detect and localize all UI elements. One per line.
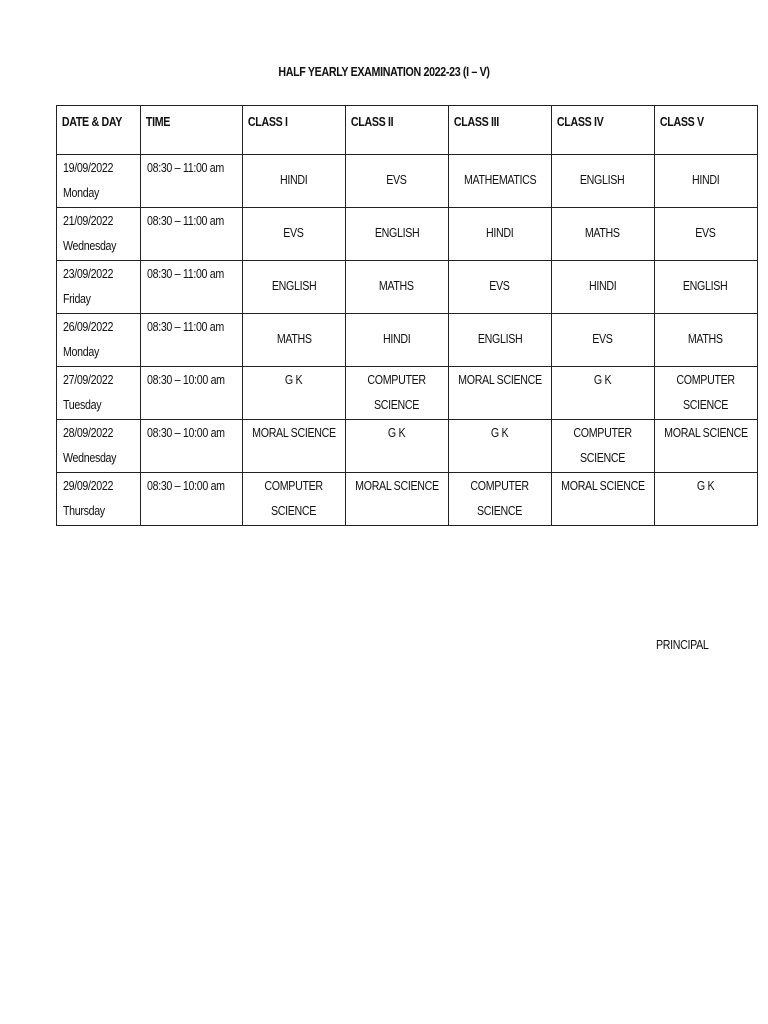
subject-cell-class-1 <box>242 420 345 473</box>
subject-text: SCIENCE <box>580 450 626 465</box>
subject-text: MORAL SCIENCE <box>663 425 748 440</box>
subject-text: SCIENCE <box>271 503 317 518</box>
subject-cell-class-4 <box>551 367 654 420</box>
subject-cell-class-2 <box>345 261 448 314</box>
header-class-2: CLASS II <box>345 106 448 155</box>
day-text: Wednesday <box>63 238 117 253</box>
date-day-cell <box>57 155 141 208</box>
subject-text: HINDI <box>588 278 617 293</box>
subject-cell-class-1 <box>242 314 345 367</box>
subject-text: HINDI <box>485 225 514 240</box>
day-text: Monday <box>63 185 99 200</box>
subject-text: MORAL SCIENCE <box>354 478 439 493</box>
time-cell <box>141 155 243 208</box>
date-day-cell <box>57 261 141 314</box>
date-text: 29/09/2022 <box>63 478 114 493</box>
subject-text: G K <box>285 372 303 387</box>
subject-cell-class-4 <box>551 314 654 367</box>
date-day-cell <box>57 420 141 473</box>
subject-text: ENGLISH <box>477 331 522 346</box>
date-day-cell <box>57 314 141 367</box>
day-text: Monday <box>63 344 99 359</box>
day-text: Wednesday <box>63 450 117 465</box>
subject-text: MATHS <box>379 278 415 293</box>
subject-cell-class-3 <box>448 155 551 208</box>
day-text: Tuesday <box>63 397 102 412</box>
principal-signature-label: PRINCIPAL <box>656 637 709 652</box>
subject-cell-class-5 <box>654 367 757 420</box>
subject-text: ENGLISH <box>683 278 728 293</box>
subject-cell-class-5 <box>654 261 757 314</box>
subject-cell-class-3 <box>448 261 551 314</box>
table-row <box>57 261 758 314</box>
subject-text: G K <box>388 425 406 440</box>
subject-text: MATHS <box>585 225 621 240</box>
subject-text: EVS <box>592 331 613 346</box>
time-cell <box>141 473 243 526</box>
subject-text: SCIENCE <box>374 397 420 412</box>
time-cell <box>141 314 243 367</box>
subject-cell-class-4 <box>551 208 654 261</box>
header-date-day: DATE & DAY <box>57 106 141 155</box>
time-text: 08:30 – 11:00 am <box>147 319 224 334</box>
subject-text: G K <box>593 372 612 387</box>
subject-cell-class-3 <box>448 314 551 367</box>
subject-text: HINDI <box>280 172 308 187</box>
time-text: 08:30 – 10:00 am <box>147 372 225 387</box>
subject-cell-class-3 <box>448 473 551 526</box>
subject-text: EVS <box>695 225 716 240</box>
subject-text: ENGLISH <box>580 172 625 187</box>
date-text: 23/09/2022 <box>63 266 114 281</box>
subject-cell-class-4 <box>551 473 654 526</box>
subject-text: COMPUTER <box>367 372 426 387</box>
time-cell <box>141 261 243 314</box>
subject-cell-class-1 <box>242 208 345 261</box>
subject-cell-class-4 <box>551 261 654 314</box>
subject-cell-class-4 <box>551 155 654 208</box>
date-text: 28/09/2022 <box>63 425 114 440</box>
header-class-3: CLASS III <box>448 106 551 155</box>
subject-text: HINDI <box>691 172 720 187</box>
time-text: 08:30 – 11:00 am <box>147 213 224 228</box>
date-text: 19/09/2022 <box>63 160 114 175</box>
subject-text: SCIENCE <box>477 503 523 518</box>
table-row <box>57 208 758 261</box>
subject-text: EVS <box>386 172 407 187</box>
subject-text: COMPUTER <box>573 425 632 440</box>
subject-cell-class-3 <box>448 208 551 261</box>
subject-text: MATHS <box>688 331 724 346</box>
time-text: 08:30 – 11:00 am <box>147 266 224 281</box>
subject-text: G K <box>696 478 715 493</box>
subject-cell-class-2 <box>345 155 448 208</box>
day-text: Thursday <box>63 503 105 518</box>
subject-text: MORAL SCIENCE <box>560 478 645 493</box>
date-text: 26/09/2022 <box>63 319 114 334</box>
table-row <box>57 155 758 208</box>
subject-text: COMPUTER <box>264 478 323 493</box>
day-text: Friday <box>63 291 91 306</box>
subject-text: G K <box>490 425 509 440</box>
subject-text: ENGLISH <box>271 278 317 293</box>
subject-cell-class-3 <box>448 420 551 473</box>
table-row <box>57 314 758 367</box>
header-class-4: CLASS IV <box>551 106 654 155</box>
exam-schedule-table <box>56 105 758 526</box>
subject-cell-class-5 <box>654 314 757 367</box>
subject-cell-class-4 <box>551 420 654 473</box>
subject-text: MORAL SCIENCE <box>457 372 542 387</box>
subject-cell-class-2 <box>345 208 448 261</box>
date-day-cell <box>57 367 141 420</box>
time-cell <box>141 420 243 473</box>
date-day-cell <box>57 208 141 261</box>
subject-cell-class-3 <box>448 367 551 420</box>
subject-text: EVS <box>283 225 304 240</box>
subject-cell-class-2 <box>345 314 448 367</box>
subject-cell-class-5 <box>654 473 757 526</box>
table-row <box>57 473 758 526</box>
subject-text: MATHEMATICS <box>463 172 536 187</box>
time-text: 08:30 – 10:00 am <box>147 478 225 493</box>
subject-text: ENGLISH <box>374 225 419 240</box>
subject-text: MORAL SCIENCE <box>251 425 336 440</box>
time-cell <box>141 367 243 420</box>
date-text: 27/09/2022 <box>63 372 114 387</box>
subject-cell-class-1 <box>242 367 345 420</box>
subject-cell-class-1 <box>242 261 345 314</box>
subject-text: SCIENCE <box>683 397 729 412</box>
table-header-row <box>57 106 758 155</box>
header-time: TIME <box>141 106 243 155</box>
time-cell <box>141 208 243 261</box>
time-text: 08:30 – 10:00 am <box>147 425 225 440</box>
subject-cell-class-5 <box>654 420 757 473</box>
page-title: HALF YEARLY EXAMINATION 2022-23 (I – V) <box>278 64 490 79</box>
table-row <box>57 367 758 420</box>
date-text: 21/09/2022 <box>63 213 114 228</box>
subject-cell-class-5 <box>654 155 757 208</box>
table-row <box>57 420 758 473</box>
subject-cell-class-5 <box>654 208 757 261</box>
subject-text: HINDI <box>383 331 411 346</box>
subject-text: COMPUTER <box>676 372 735 387</box>
date-day-cell <box>57 473 141 526</box>
subject-cell-class-2 <box>345 367 448 420</box>
subject-cell-class-1 <box>242 473 345 526</box>
subject-text: COMPUTER <box>470 478 529 493</box>
header-class-1: CLASS I <box>242 106 345 155</box>
subject-cell-class-1 <box>242 155 345 208</box>
subject-text: MATHS <box>276 331 312 346</box>
header-class-5: CLASS V <box>654 106 757 155</box>
time-text: 08:30 – 11:00 am <box>147 160 224 175</box>
subject-text: EVS <box>489 278 510 293</box>
subject-cell-class-2 <box>345 420 448 473</box>
subject-cell-class-2 <box>345 473 448 526</box>
